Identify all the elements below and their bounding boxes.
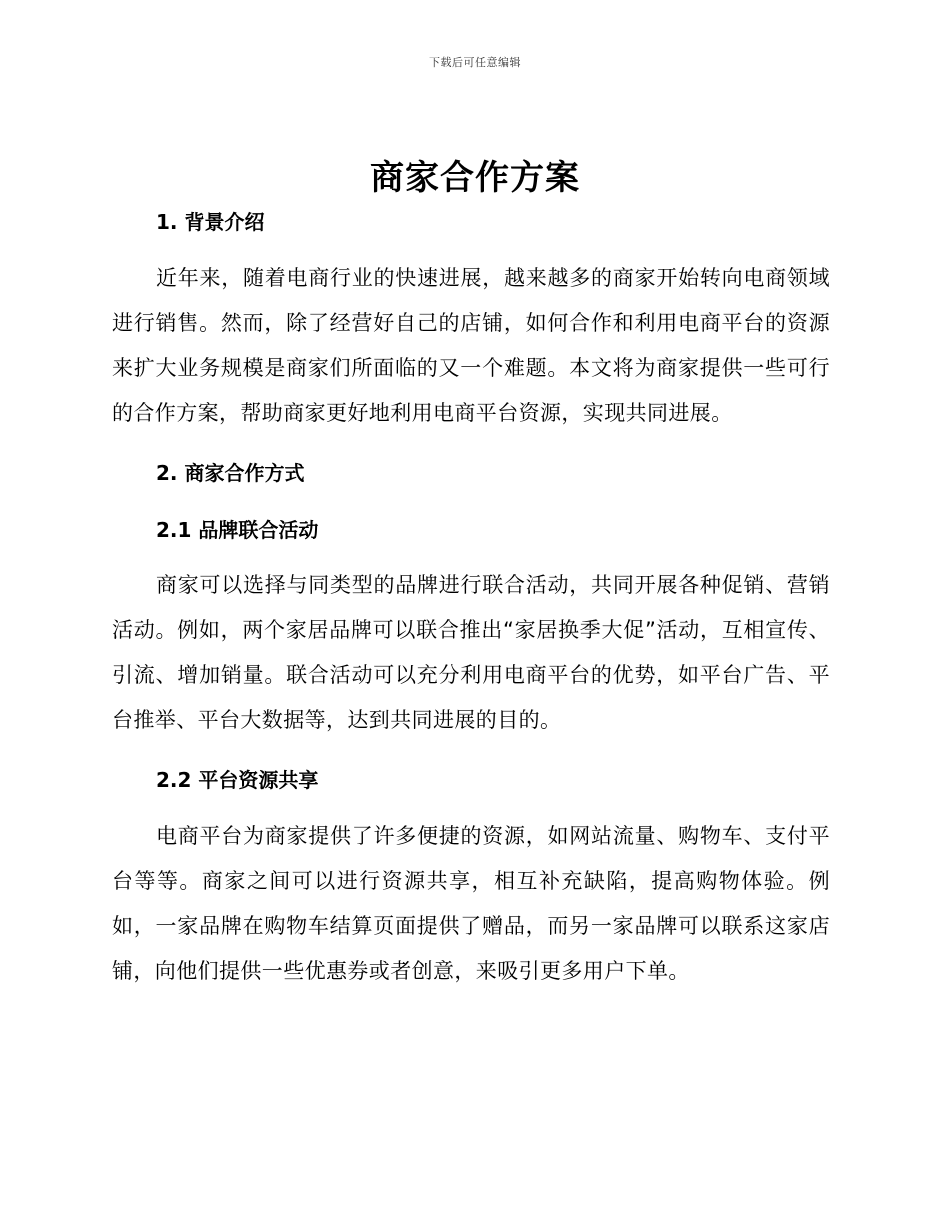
section-paragraph-platform-resource-sharing: 电商平台为商家提供了许多便捷的资源，如网站流量、购物车、支付平台等等。商家之间可以进行资源共享，相互补充缺陷，提高购物体验。例如，一家品牌在购物车结算页面提供了赠品，而另一家品牌可以联系这家店铺，向他们提供一些优惠券或者创意，来吸引更多用户下单。	[112, 824, 830, 983]
section-heading-brand-joint-activity: 2.1 品牌联合活动	[156, 518, 319, 542]
section-heading-background: 1. 背景介绍	[156, 210, 265, 234]
document-title: 商家合作方案	[370, 158, 580, 198]
section-heading-cooperation-methods: 2. 商家合作方式	[156, 461, 305, 485]
section-paragraph-brand-joint-activity: 商家可以选择与同类型的品牌进行联合活动，共同开展各种促销、营销活动。例如，两个家居品牌可以联合推出“家居换季大促”活动，互相宣传、引流、增加销量。联合活动可以充分利用电商平台的优势，如平台广告、平台推举、平台大数据等，达到共同进展的目的。	[112, 573, 830, 732]
section-paragraph-background: 近年来，随着电商行业的快速进展，越来越多的商家开始转向电商领域进行销售。然而，除了经营好自己的店铺，如何合作和利用电商平台的资源来扩大业务规模是商家们所面临的又一个难题。本文将为商家提供一些可行的合作方案，帮助商家更好地利用电商平台资源，实现共同进展。	[112, 266, 830, 425]
page-header-note: 下载后可任意编辑	[429, 56, 521, 69]
section-heading-platform-resource-sharing: 2.2 平台资源共享	[156, 768, 319, 792]
